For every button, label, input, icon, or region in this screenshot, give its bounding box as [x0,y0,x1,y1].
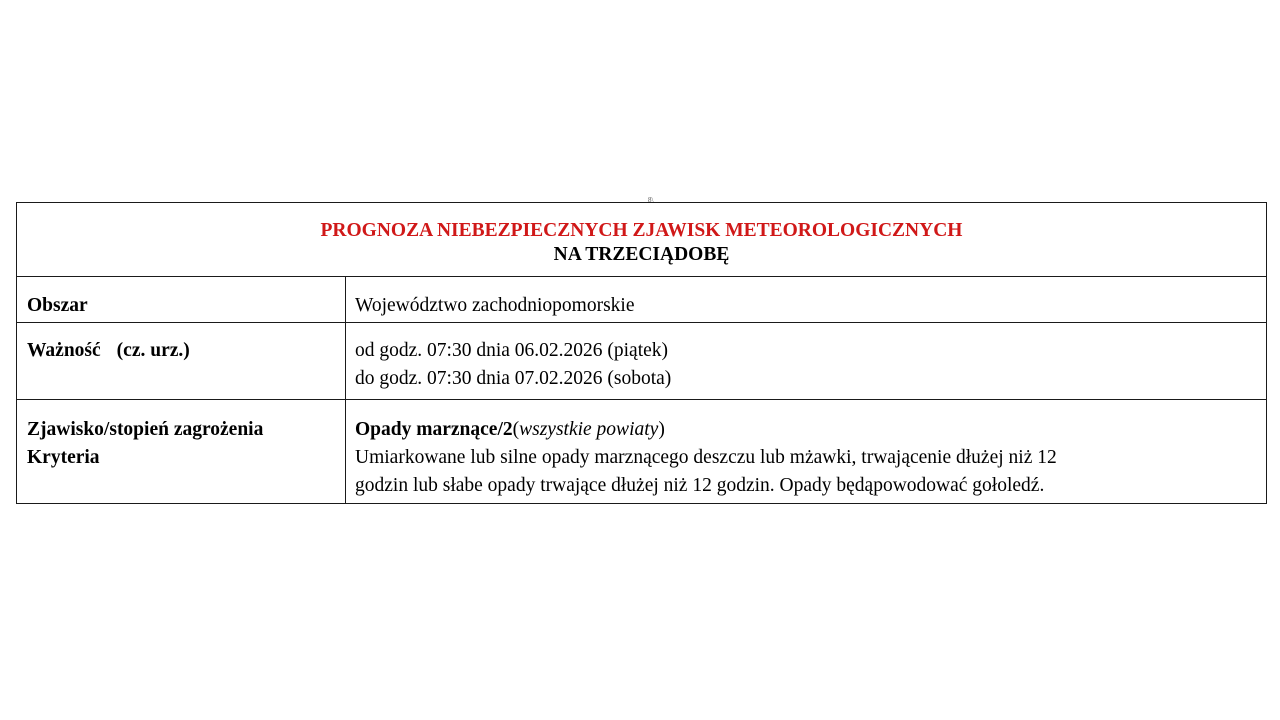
document-subtitle: NA TRZECIĄDOBĘ [553,244,730,265]
phenomenon-criteria-line1: Umiarkowane lub silne opady marznącego deszczu lub mżawki, trwającenie dłużej niż 12 [355,447,1057,468]
area-row [17,277,1267,323]
header-row [17,203,1267,277]
phenomenon-label-line1: Zjawisko/stopień zagrożenia [27,419,264,440]
phenomenon-criteria-line2: godzin lub słabe opady trwające dłużej niż 12 godzin. Opady będąpowodować gołoledź. [355,475,1045,496]
validity-from: od godz. 07:30 dnia 06.02.2026 (piątek) [355,340,669,361]
page-mark: 8\ [648,196,654,204]
area-value: Województwo zachodniopomorskie [346,277,1267,323]
warning-table [16,202,1267,504]
phenomenon-label-line2: Kryteria [27,447,100,468]
validity-label-note: (cz. urz.) [116,340,190,361]
validity-row [17,323,1267,400]
phenomenon-heading [355,416,1266,444]
phenomenon-scope-open: ( [512,419,520,440]
phenomenon-row [17,400,1267,504]
phenomenon-label [17,400,346,504]
phenomenon-scope: wszystkie powiaty [519,419,659,440]
area-label: Obszar [17,277,346,323]
header-cell [17,203,1267,277]
phenomenon-value [346,400,1267,504]
validity-label-main: Ważność [27,340,101,361]
document-title: PROGNOZA NIEBEZPIECZNYCH ZJAWISK METEOROLOGICZNYCH [320,220,963,241]
phenomenon-name: Opady marznące/2 [355,419,513,440]
validity-label [17,323,346,400]
phenomenon-scope-close: ) [658,419,665,440]
validity-value [346,323,1267,400]
validity-to: do godz. 07:30 dnia 07.02.2026 (sobota) [355,368,672,389]
